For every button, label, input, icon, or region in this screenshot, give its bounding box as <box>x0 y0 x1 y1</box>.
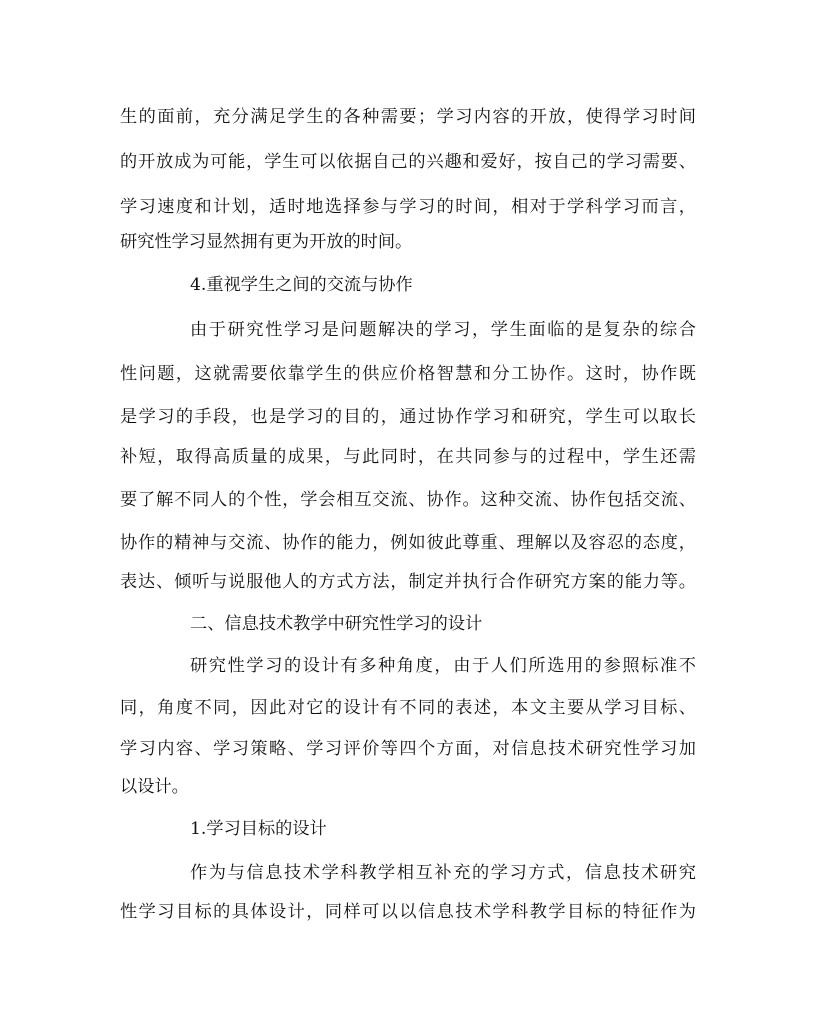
paragraph-line: 作为与信息技术学科教学相互补充的学习方式，信息技术研究 <box>190 863 696 883</box>
paragraph-line: 由于研究性学习是问题解决的学习，学生面临的是复杂的综合 <box>190 320 696 340</box>
paragraph-line: 学习速度和计划，适时地选择参与学习的时间，相对于学科学习而言， <box>120 197 696 217</box>
paragraph-line: 补短，取得高质量的成果，与此同时，在共同参与的过程中，学生还需 <box>120 447 696 467</box>
paragraph-line: 学习内容、学习策略、学习评价等四个方面，对信息技术研究性学习加 <box>120 739 696 759</box>
paragraph-line: 研究性学习显然拥有更为开放的时间。 <box>120 232 413 252</box>
paragraph-line: 以设计。 <box>120 777 189 797</box>
paragraph-line: 协作的精神与交流、协作的能力，例如彼此尊重、理解以及容忍的态度， <box>120 533 696 553</box>
paragraph-line: 的开放成为可能，学生可以依据自己的兴趣和爱好，按自己的学习需要、 <box>120 152 696 172</box>
section-heading: 4.重视学生之间的交流与协作 <box>190 275 413 295</box>
section-heading: 二、信息技术教学中研究性学习的设计 <box>190 614 483 634</box>
paragraph-line: 表达、倾听与说服他人的方式方法，制定并执行合作研究方案的能力等。 <box>120 572 696 592</box>
paragraph-line: 研究性学习的设计有多种角度，由于人们所选用的参照标准不 <box>190 656 696 676</box>
paragraph-line: 生的面前，充分满足学生的各种需要；学习内容的开放，使得学习时间 <box>120 107 696 127</box>
paragraph-line: 性学习目标的具体设计，同样可以以信息技术学科教学目标的特征作为 <box>120 902 696 922</box>
section-heading: 1.学习目标的设计 <box>190 819 327 839</box>
paragraph-line: 同，角度不同，因此对它的设计有不同的表述，本文主要从学习目标、 <box>120 698 696 718</box>
paragraph-line: 是学习的手段，也是学习的目的，通过协作学习和研究，学生可以取长 <box>120 407 696 427</box>
paragraph-line: 要了解不同人的个性，学会相互交流、协作。这种交流、协作包括交流、 <box>120 490 696 510</box>
paragraph-line: 性问题，这就需要依靠学生的供应价格智慧和分工协作。这时，协作既 <box>120 364 696 384</box>
